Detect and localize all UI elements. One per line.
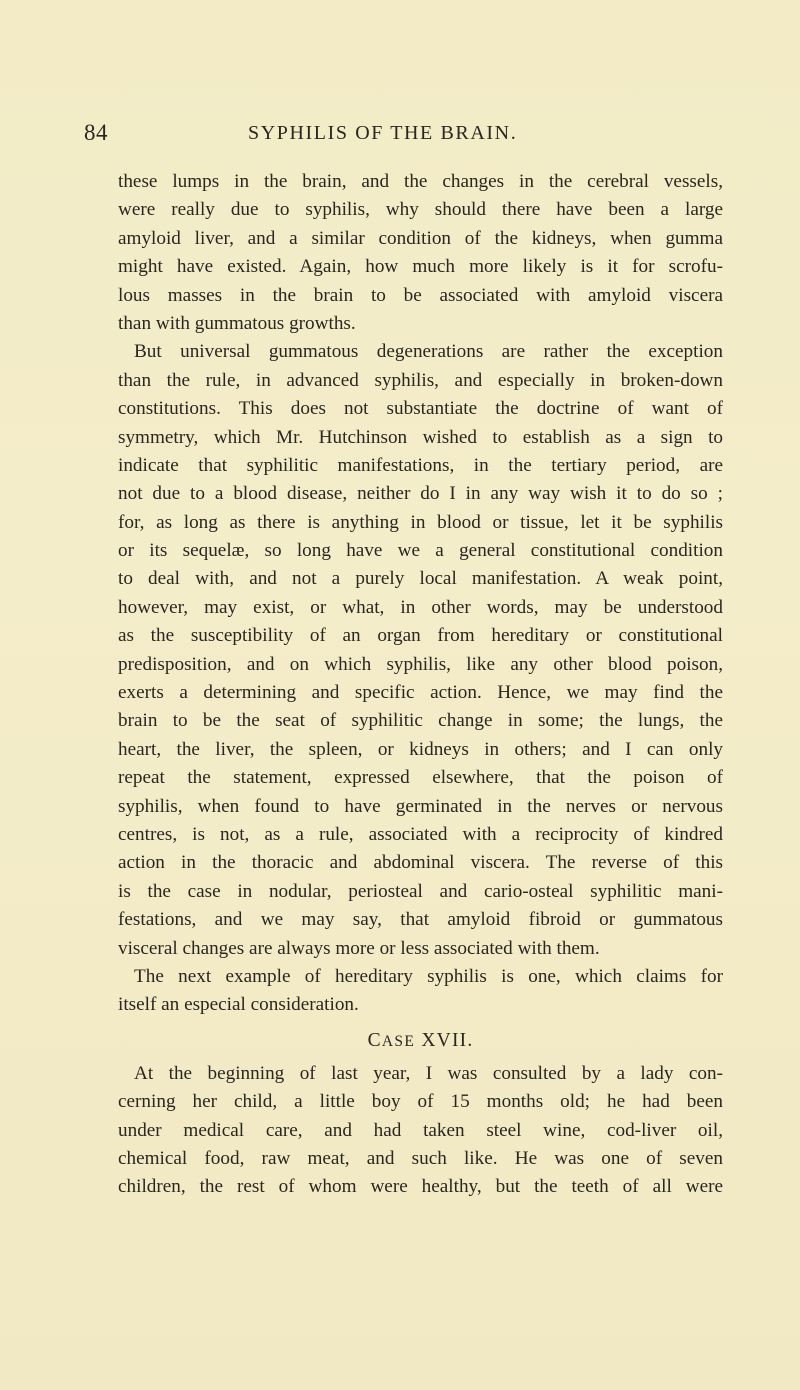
text-line: than the rule, in advanced syphilis, and especially in broken-down: [118, 369, 723, 391]
text-line: as the susceptibility of an organ from hereditary or constitutional: [118, 625, 723, 647]
text-line: chemical food, raw meat, and such like. He was one of seven: [118, 1147, 723, 1169]
text-line: itself an especial consideration.: [118, 994, 359, 1016]
paragraph-3: [118, 963, 723, 1020]
page-number: 84: [84, 120, 108, 145]
paragraph-2: [118, 338, 723, 963]
text-line: cerning her child, a little boy of 15 months old; he had been: [118, 1091, 723, 1113]
paragraph-1: [118, 168, 723, 338]
text-line: amyloid liver, and a similar condition of the kidneys, when gumma: [118, 227, 723, 249]
text-line: syphilis, when found to have germinated in the nerves or nervous: [118, 795, 723, 817]
text-line: were really due to syphilis, why should there have been a large: [118, 199, 723, 221]
text-line: action in the thoracic and abdominal viscera. The reverse of this: [118, 852, 723, 874]
case-heading-word: ASE: [381, 1032, 416, 1050]
text-line: visceral changes are always more or less associated with them.: [118, 937, 600, 959]
text-line: brain to be the seat of syphilitic change in some; the lungs, the: [118, 710, 723, 732]
case-paragraph: [118, 1060, 723, 1202]
text-line: for, as long as there is anything in blood or tissue, let it be syphilis: [118, 511, 723, 533]
text-line: is the case in nodular, periosteal and cario-osteal syphilitic mani-: [118, 880, 723, 902]
text-line: than with gummatous growths.: [118, 312, 356, 334]
text-line: exerts a determining and specific action. Hence, we may find the: [118, 682, 723, 704]
case-heading-initial: C: [367, 1029, 382, 1051]
text-line: repeat the statement, expressed elsewhere, that the poison of: [118, 767, 723, 789]
text-line: centres, is not, as a rule, associated with a reciprocity of kindred: [118, 823, 723, 845]
text-line: symmetry, which Mr. Hutchinson wished to establish as a sign to: [118, 426, 723, 448]
running-title: SYPHILIS OF THE BRAIN.: [248, 122, 518, 144]
text-line: At the beginning of last year, I was consulted by a lady con-: [134, 1062, 723, 1084]
text-line: children, the rest of whom were healthy, but the teeth of all were: [118, 1176, 723, 1198]
text-line: constitutions. This does not substantiate the doctrine of want of: [118, 398, 723, 420]
text-line: not due to a blood disease, neither do I in any way wish it to do so ;: [118, 483, 723, 505]
text-line: these lumps in the brain, and the changes in the cerebral vessels,: [118, 171, 723, 192]
page-header: [0, 120, 800, 156]
case-heading-numeral: XVII.: [421, 1029, 474, 1051]
text-line: however, may exist, or what, in other words, may be understood: [118, 596, 723, 618]
text-line: indicate that syphilitic manifestations, in the tertiary period, are: [118, 454, 723, 476]
text-line: under medical care, and had taken steel wine, cod-liver oil,: [118, 1119, 723, 1141]
body-text: [118, 168, 723, 1202]
text-line: or its sequelæ, so long have we a general constitutional condition: [118, 540, 723, 562]
text-line: heart, the liver, the spleen, or kidneys in others; and I can only: [118, 738, 723, 760]
text-line: But universal gummatous degenerations are rather the exception: [134, 341, 723, 363]
text-line: The next example of hereditary syphilis is one, which claims for: [134, 965, 723, 987]
text-line: lous masses in the brain to be associated with amyloid viscera: [118, 284, 723, 306]
text-line: might have existed. Again, how much more likely is it for scrofu-: [118, 256, 723, 278]
case-heading: [118, 1022, 723, 1060]
text-line: festations, and we may say, that amyloid fibroid or gummatous: [118, 909, 723, 931]
text-line: predisposition, and on which syphilis, like any other blood poison,: [118, 653, 723, 675]
text-line: to deal with, and not a purely local manifestation. A weak point,: [118, 568, 723, 590]
